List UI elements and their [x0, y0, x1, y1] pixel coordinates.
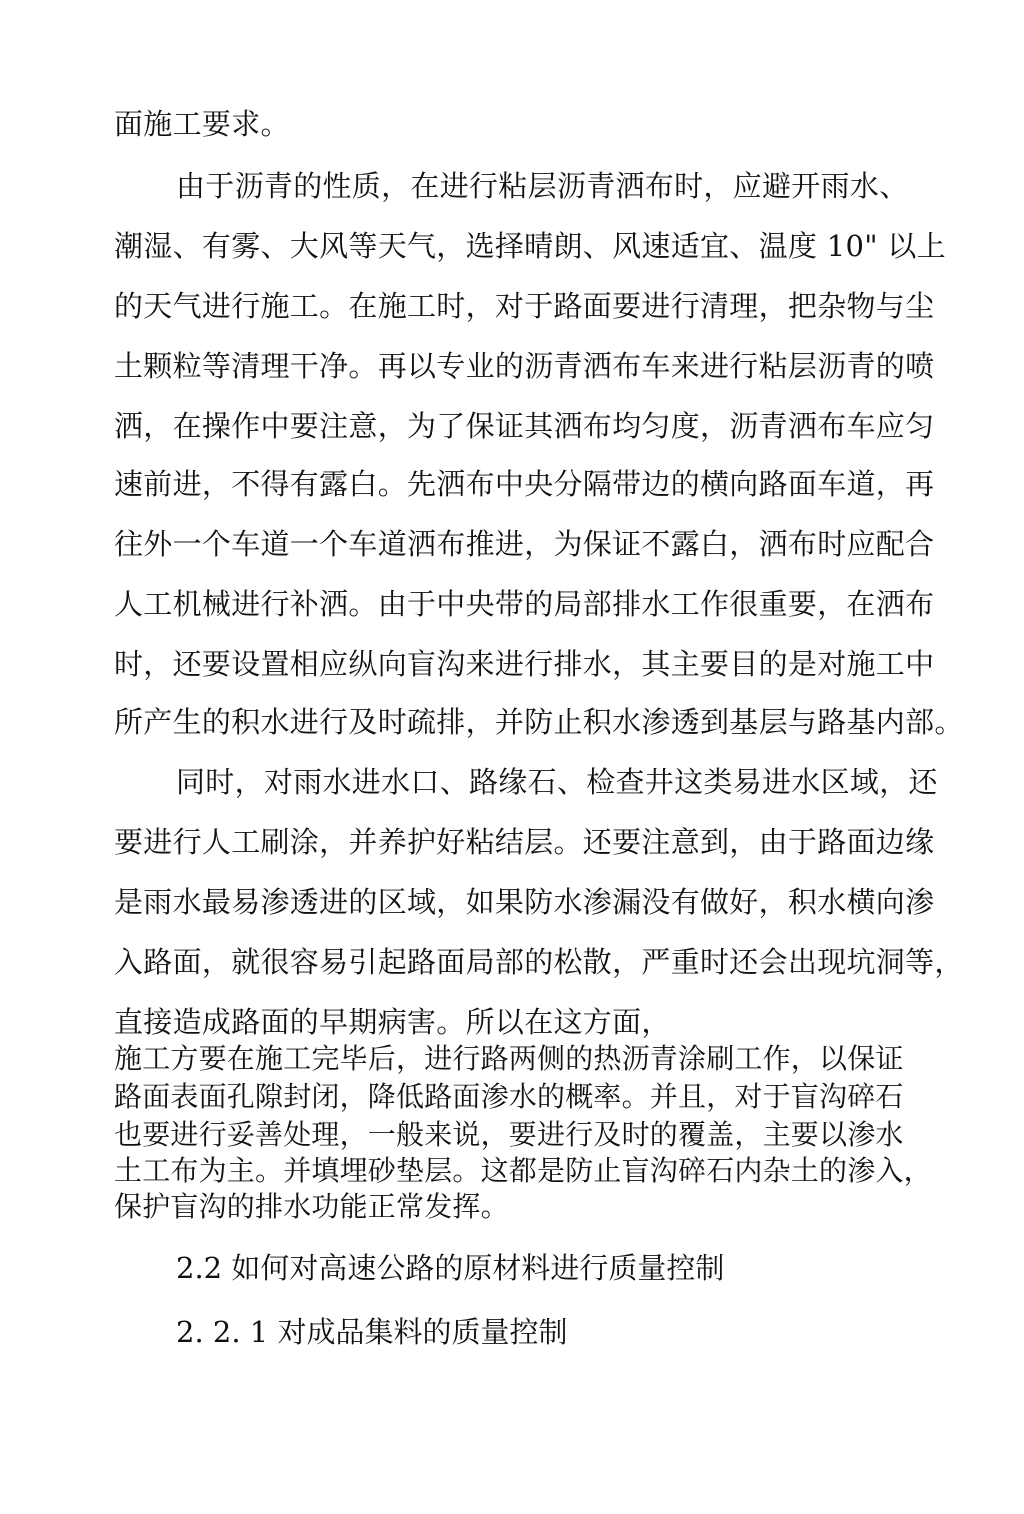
text-line: 要进行人工刷涂，并养护好粘结层。还要注意到，由于路面边缘	[114, 825, 935, 859]
text-line: 直接造成路面的早期病害。所以在这方面，	[114, 1005, 671, 1039]
text-line: 入路面，就很容易引起路面局部的松散，严重时还会出现坑洞等，	[114, 945, 964, 979]
text-line: 施工方要在施工完毕后，进行路两侧的热沥青涂刷工作，以保证	[114, 1042, 904, 1075]
text-line: 土颗粒等清理干净。再以专业的沥青洒布车来进行粘层沥青的喷	[114, 349, 935, 383]
text-line: 由于沥青的性质，在进行粘层沥青洒布时，应避开雨水、	[176, 169, 909, 203]
subsection-heading: 2. 2. 1 对成品集料的质量控制	[176, 1315, 568, 1349]
text-line: 速前进，不得有露白。先洒布中央分隔带边的横向路面车道，再	[114, 467, 935, 501]
text-line: 时，还要设置相应纵向盲沟来进行排水，其主要目的是对施工中	[114, 647, 935, 681]
text-line: 潮湿、有雾、大风等天气，选择晴朗、风速适宜、温度 10" 以上	[114, 229, 946, 263]
text-line: 人工机械进行补洒。由于中央带的局部排水工作很重要，在洒布	[114, 587, 935, 621]
text-line: 所产生的积水进行及时疏排，并防止积水渗透到基层与路基内部。	[114, 705, 964, 739]
text-line: 土工布为主。并填埋砂垫层。这都是防止盲沟碎石内杂土的渗入，	[114, 1154, 932, 1187]
text-line: 路面表面孔隙封闭，降低路面渗水的概率。并且，对于盲沟碎石	[114, 1080, 904, 1113]
text-line: 洒，在操作中要注意，为了保证其洒布均匀度，沥青洒布车应匀	[114, 409, 935, 443]
section-heading: 2.2 如何对高速公路的原材料进行质量控制	[176, 1251, 725, 1285]
text-line: 往外一个车道一个车道洒布推进，为保证不露白，洒布时应配合	[114, 527, 935, 561]
text-line: 保护盲沟的排水功能正常发挥。	[114, 1190, 509, 1223]
text-line: 也要进行妥善处理，一般来说，要进行及时的覆盖，主要以渗水	[114, 1118, 904, 1151]
text-line: 同时，对雨水进水口、路缘石、检查井这类易进水区域，还	[176, 765, 938, 799]
text-line: 面施工要求。	[114, 107, 290, 141]
text-line: 是雨水最易渗透进的区域，如果防水渗漏没有做好，积水横向渗	[114, 885, 935, 919]
text-line: 的天气进行施工。在施工时，对于路面要进行清理，把杂物与尘	[114, 289, 935, 323]
